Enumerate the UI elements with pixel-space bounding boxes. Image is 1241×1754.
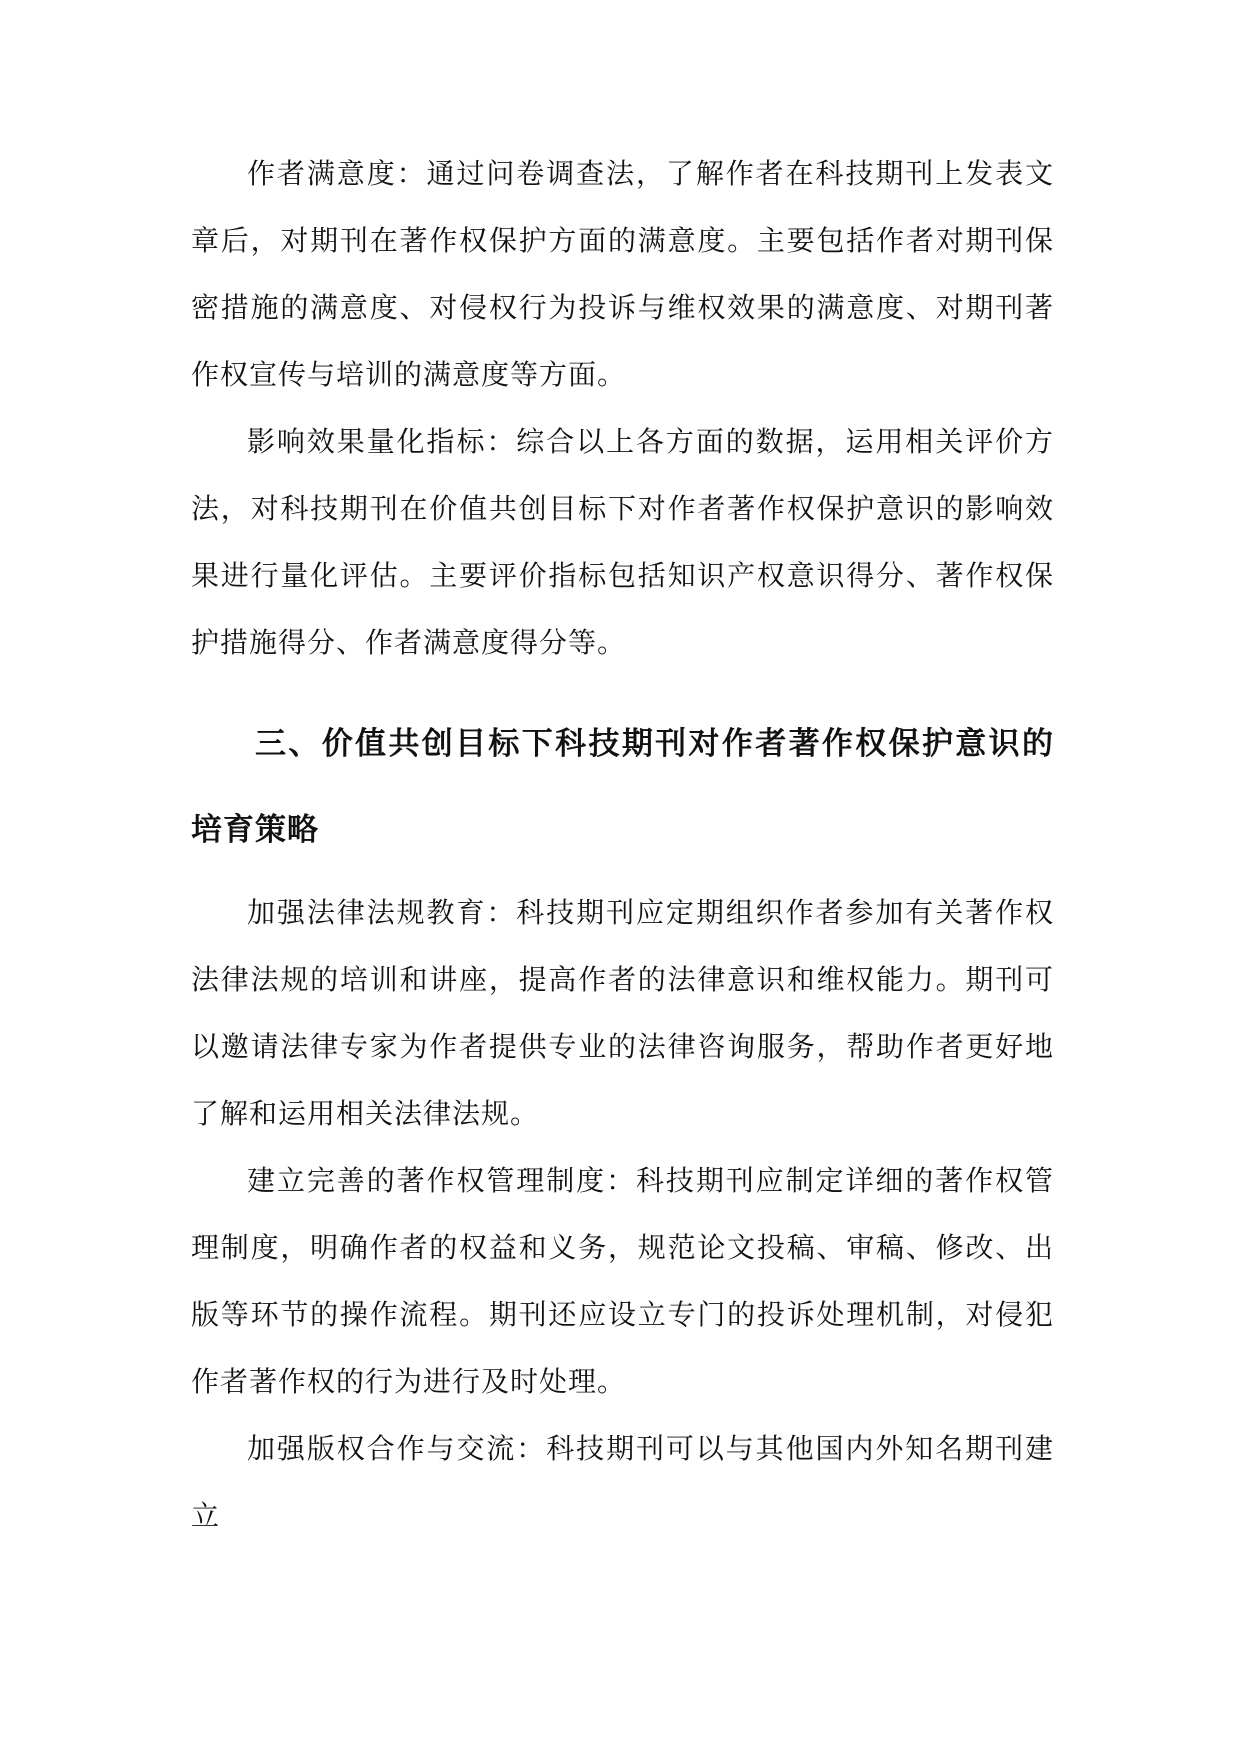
section-heading: 三、价值共创目标下科技期刊对作者著作权保护意识的培育策略 bbox=[191, 726, 1054, 848]
paragraph-copyright-management: 建立完善的著作权管理制度：科技期刊应制定详细的著作权管理制度，明确作者的权益和义务，规范论文投稿、审稿、修改、出版等环节的操作流程。期刊还应设立专门的投诉处理机制，对侵犯作者著作权的行为进行及时处理。 bbox=[191, 1164, 1054, 1398]
paragraph-quantified-indicators: 影响效果量化指标：综合以上各方面的数据，运用相关评价方法，对科技期刊在价值共创目标下对作者著作权保护意识的影响效果进行量化评估。主要评价指标包括知识产权意识得分、著作权保护措施得分、作者满意度得分等。 bbox=[191, 425, 1054, 659]
paragraph-author-satisfaction: 作者满意度：通过问卷调查法，了解作者在科技期刊上发表文章后，对期刊在著作权保护方面的满意度。主要包括作者对期刊保密措施的满意度、对侵权行为投诉与维权效果的满意度、对期刊著作权宣传与培训的满意度等方面。 bbox=[191, 157, 1054, 391]
paragraph-copyright-cooperation: 加强版权合作与交流：科技期刊可以与其他国内外知名期刊建立 bbox=[191, 1432, 1054, 1532]
document-body bbox=[191, 140, 1054, 1549]
paragraph-legal-education: 加强法律法规教育：科技期刊应定期组织作者参加有关著作权法律法规的培训和讲座，提高作者的法律意识和维权能力。期刊可以邀请法律专家为作者提供专业的法律咨询服务，帮助作者更好地了解和运用相关法律法规。 bbox=[191, 896, 1054, 1130]
